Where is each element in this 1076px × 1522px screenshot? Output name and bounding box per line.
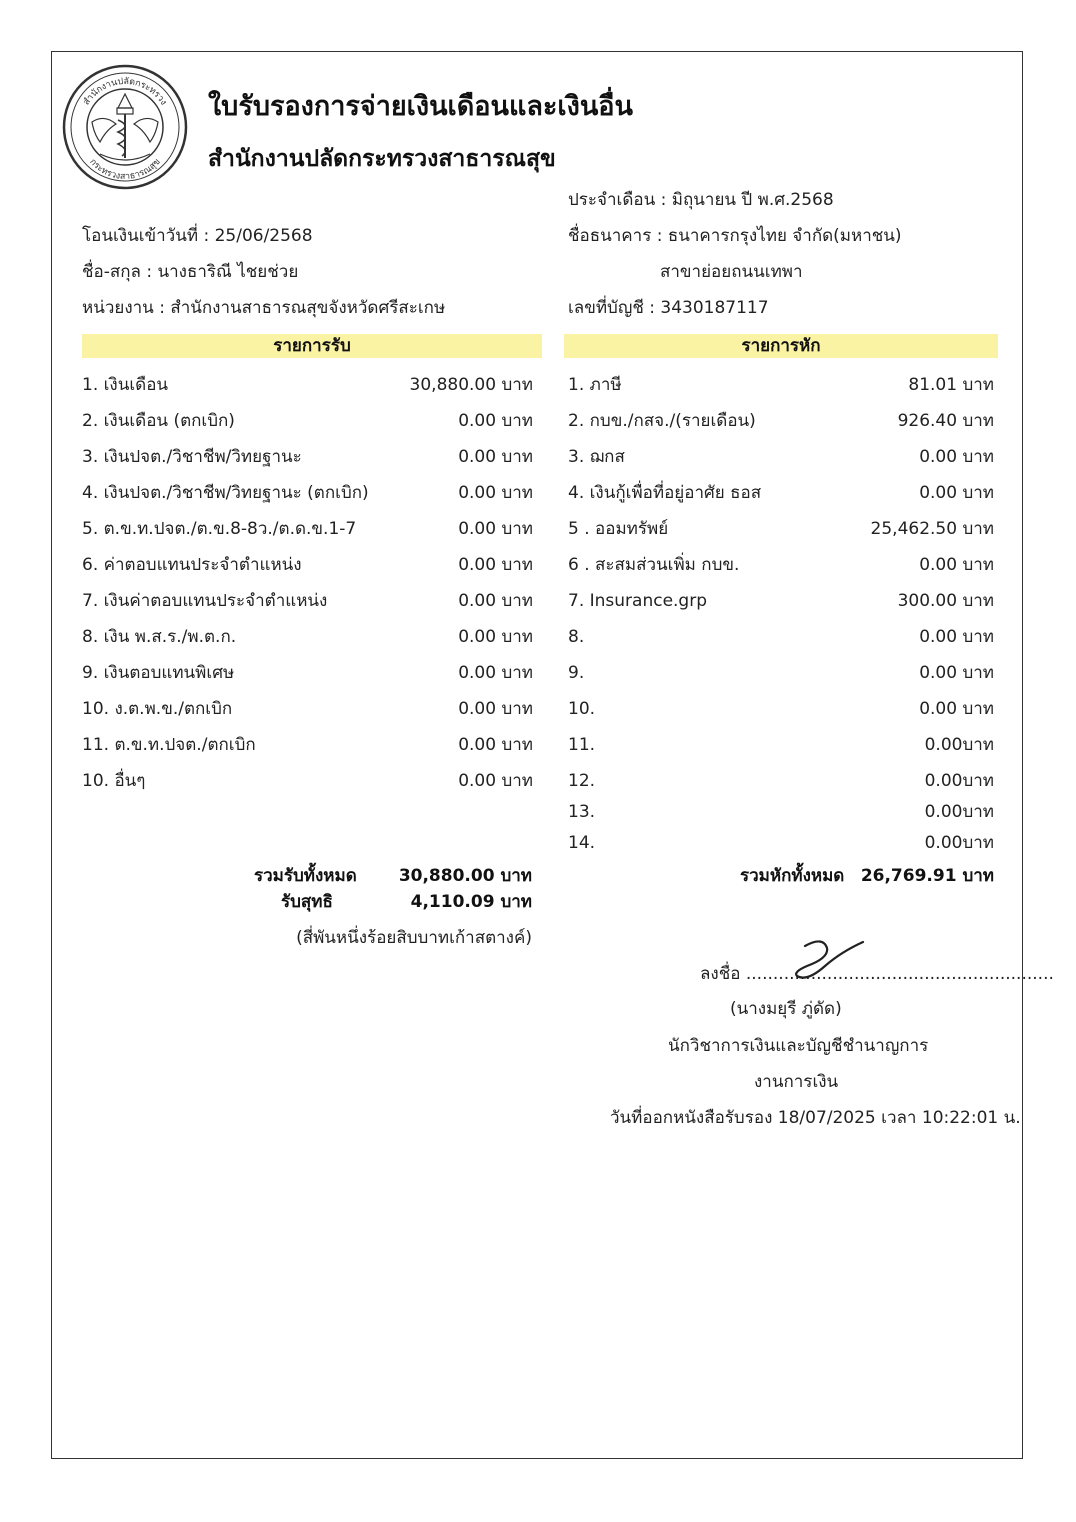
line-item (568, 697, 994, 721)
line-item-label: 6. ค่าตอบแทนประจำตำแหน่ง (82, 555, 302, 575)
line-item-amount: 0.00 บาท (458, 447, 533, 467)
line-item-label: 9. (568, 663, 585, 683)
line-item (568, 661, 994, 685)
line-item (568, 409, 994, 433)
line-item-amount: 0.00บาท (924, 771, 994, 791)
line-item-label: 11. (568, 735, 596, 755)
line-item-label: 2. เงินเดือน (ตกเบิก) (82, 411, 235, 431)
line-item (568, 481, 994, 505)
line-item-label: 13. (568, 802, 596, 822)
deduction-total-label: รวมหักทั้งหมด (740, 866, 845, 886)
line-item (568, 831, 994, 855)
line-item-amount: 0.00 บาท (458, 591, 533, 611)
issue-datetime: วันที่ออกหนังสือรับรอง 18/07/2025 เวลา 10:22:01 น. (610, 1108, 1021, 1128)
line-item-label: 9. เงินตอบแทนพิเศษ (82, 663, 235, 683)
line-item-amount: 0.00 บาท (458, 483, 533, 503)
line-item-label: 5 . ออมทรัพย์ (568, 519, 669, 539)
bank-branch: สาขาย่อยถนนเทพา (660, 262, 803, 282)
employee-name: ชื่อ-สกุล : นางธาริณี ไชยช่วย (82, 262, 299, 282)
line-item-amount: 0.00 บาท (919, 699, 994, 719)
line-item-label: 11. ต.ข.ท.ปจต./ตกเบิก (82, 735, 256, 755)
line-item-amount: 300.00 บาท (897, 591, 994, 611)
line-item (568, 445, 994, 469)
line-item (568, 625, 994, 649)
line-item (82, 553, 533, 577)
line-item (568, 589, 994, 613)
line-item-amount: 0.00 บาท (458, 663, 533, 683)
line-item-amount: 0.00บาท (924, 802, 994, 822)
signer-unit: งานการเงิน (754, 1072, 839, 1092)
net-pay-label: รับสุทธิ (281, 892, 333, 912)
line-item-label: 3. เงินปจต./วิชาชีพ/วิทยฐานะ (82, 447, 302, 467)
line-item (568, 769, 994, 793)
signature-line: ลงชื่อ ......................................................... (700, 964, 1054, 984)
line-item-amount: 30,880.00 บาท (409, 375, 533, 395)
income-total-label: รวมรับทั้งหมด (254, 866, 357, 886)
line-item-label: 4. เงินกู้เพื่อที่อยู่อาศัย ธอส (568, 483, 762, 503)
bank-name: ชื่อธนาคาร : ธนาคารกรุงไทย จำกัด(มหาชน) (568, 226, 902, 246)
line-item (568, 517, 994, 541)
deduction-section-header: รายการหัก (564, 334, 998, 358)
line-item-amount: 926.40 บาท (897, 411, 994, 431)
line-item-amount: 0.00 บาท (458, 735, 533, 755)
line-item-amount: 0.00 บาท (919, 663, 994, 683)
line-item (568, 373, 994, 397)
line-item-label: 14. (568, 833, 596, 853)
line-item-label: 12. (568, 771, 596, 791)
line-item (82, 373, 533, 397)
line-item-label: 8. (568, 627, 585, 647)
line-item-amount: 0.00 บาท (919, 447, 994, 467)
line-item-label: 3. ฌกส (568, 447, 625, 467)
document-title: ใบรับรองการจ่ายเงินเดือนและเงินอื่น (208, 91, 633, 122)
line-item (568, 733, 994, 757)
line-item-label: 2. กบข./กสจ./(รายเดือน) (568, 411, 756, 431)
signer-name: (นางมยุรี ภู่ดัด) (730, 999, 842, 1019)
line-item-amount: 0.00บาท (924, 735, 994, 755)
employee-agency: หน่วยงาน : สำนักงานสาธารณสุขจังหวัดศรีสะเกษ (82, 298, 446, 318)
signer-position: นักวิชาการเงินและบัญชีชำนาญการ (668, 1036, 929, 1056)
line-item (82, 409, 533, 433)
line-item (82, 661, 533, 685)
line-item-label: 7. เงินค่าตอบแทนประจำตำแหน่ง (82, 591, 328, 611)
line-item-amount: 0.00 บาท (458, 411, 533, 431)
transfer-date: โอนเงินเข้าวันที่ : 25/06/2568 (82, 226, 313, 246)
line-item (568, 800, 994, 824)
line-item-label: 7. Insurance.grp (568, 591, 708, 611)
line-item (82, 733, 533, 757)
line-item (82, 625, 533, 649)
line-item-label: 10. อื่นๆ (82, 771, 146, 791)
line-item-amount: 81.01 บาท (908, 375, 994, 395)
line-item (82, 517, 533, 541)
line-item-label: 6 . สะสมส่วนเพิ่ม กบข. (568, 555, 740, 575)
income-total-value: 30,880.00 บาท (398, 866, 532, 886)
line-item (82, 769, 533, 793)
line-item-label: 10. (568, 699, 596, 719)
agency-title: สำนักงานปลัดกระทรวงสาธารณสุข (208, 146, 556, 172)
net-pay-value: 4,110.09 บาท (410, 892, 532, 912)
line-item-label: 4. เงินปจต./วิชาชีพ/วิทยฐานะ (ตกเบิก) (82, 483, 369, 503)
line-item-amount: 25,462.50 บาท (870, 519, 994, 539)
line-item-amount: 0.00 บาท (458, 699, 533, 719)
line-item-label: 8. เงิน พ.ส.ร./พ.ต.ก. (82, 627, 237, 647)
line-item-label: 1. ภาษี (568, 375, 622, 395)
line-item (82, 697, 533, 721)
line-item-amount: 0.00 บาท (458, 627, 533, 647)
deduction-total-value: 26,769.91 บาท (860, 866, 994, 886)
line-item (82, 589, 533, 613)
seal-text-top: สำนักงานปลัดกระทรวง (81, 76, 169, 108)
line-item-amount: 0.00บาท (924, 833, 994, 853)
line-item (568, 553, 994, 577)
pay-month: ประจำเดือน : มิถุนายน ปี พ.ศ.2568 (568, 190, 834, 210)
line-item-label: 10. ง.ต.พ.ข./ตกเบิก (82, 699, 233, 719)
line-item-amount: 0.00 บาท (458, 771, 533, 791)
line-item-label: 1. เงินเดือน (82, 375, 169, 395)
line-item-amount: 0.00 บาท (458, 519, 533, 539)
line-item-label: 5. ต.ข.ท.ปจต./ต.ข.8-8ว./ต.ด.ข.1-7 (82, 519, 357, 539)
svg-text:กระทรวงสาธารณสุข (87, 157, 162, 182)
line-item-amount: 0.00 บาท (919, 627, 994, 647)
income-section-header: รายการรับ (82, 334, 542, 358)
line-item-amount: 0.00 บาท (919, 483, 994, 503)
net-pay-words: (สี่พันหนึ่งร้อยสิบบาทเก้าสตางค์) (296, 928, 532, 948)
ministry-seal-icon (60, 62, 190, 192)
line-item (82, 445, 533, 469)
line-item-amount: 0.00 บาท (458, 555, 533, 575)
line-item (82, 481, 533, 505)
line-item-amount: 0.00 บาท (919, 555, 994, 575)
account-number: เลขที่บัญชี : 3430187117 (568, 298, 769, 318)
seal-text-bottom: กระทรวงสาธารณสุข (87, 157, 163, 183)
